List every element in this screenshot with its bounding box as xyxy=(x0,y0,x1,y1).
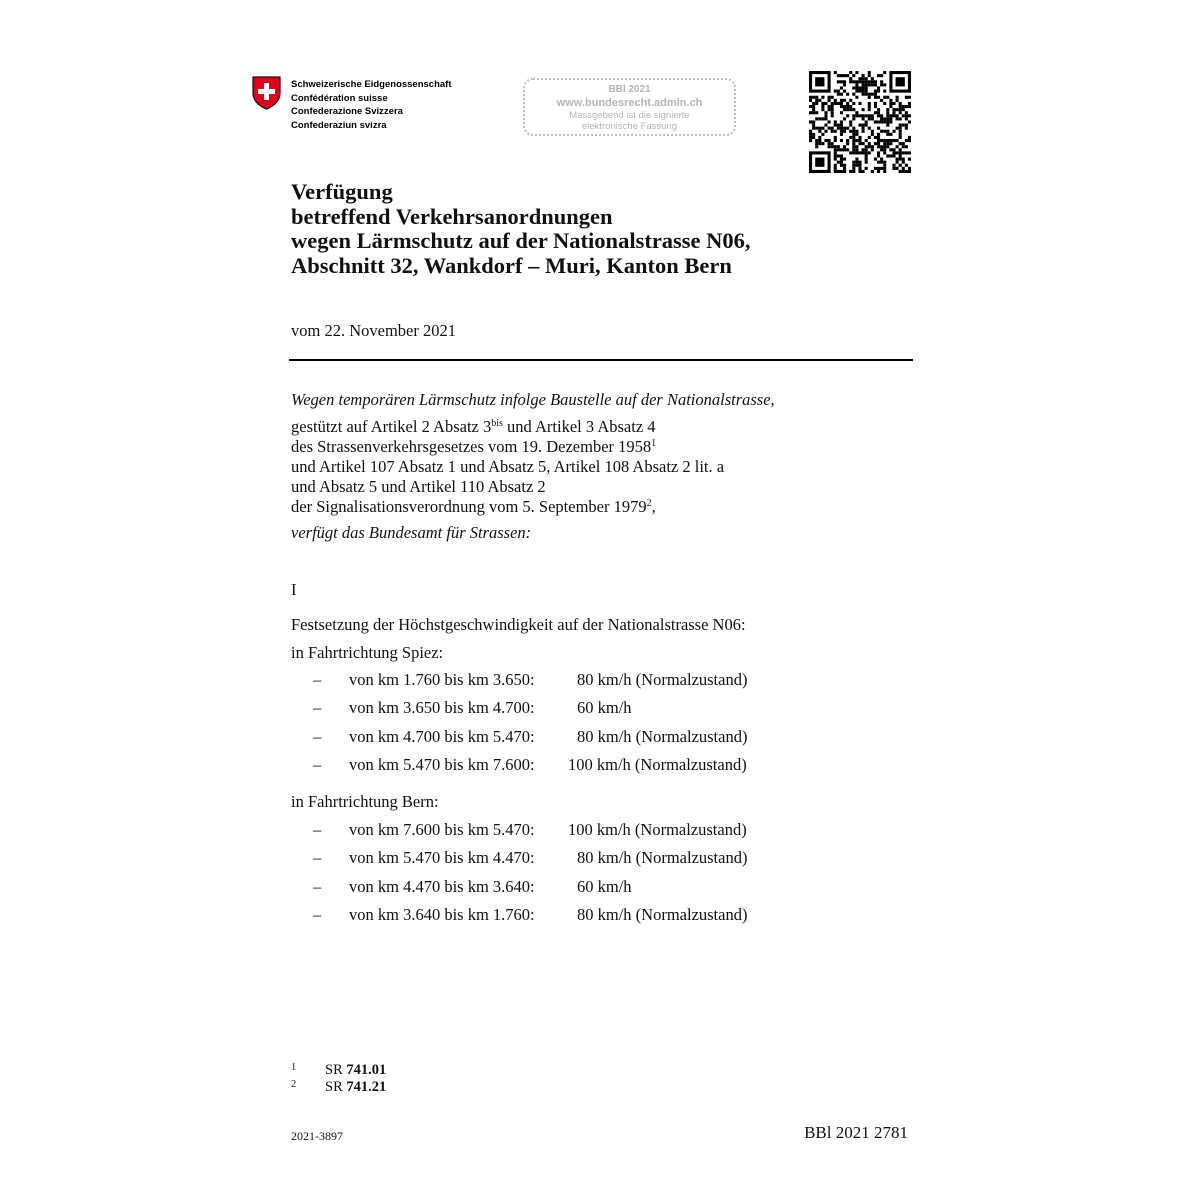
sr-reference-link[interactable]: 741.21 xyxy=(346,1079,387,1095)
confederation-line: Confédération suisse xyxy=(291,92,388,104)
swiss-coat-of-arms xyxy=(252,76,281,115)
footnote-text xyxy=(325,1062,386,1079)
document-id: 2021-3897 xyxy=(291,1129,343,1143)
list-dash: – xyxy=(313,876,322,896)
list-dash: – xyxy=(313,848,322,868)
list-dash: – xyxy=(313,726,322,746)
stamp-url[interactable]: www.bundesrecht.admin.ch xyxy=(556,97,703,109)
preamble-text: des Strassenverkehrsgesetzes vom 19. Dezember 1958 xyxy=(291,437,652,456)
speed-limit: 80 km/h (Normalzustand) xyxy=(577,670,748,689)
km-range: von km 3.650 bis km 4.700: xyxy=(349,698,535,718)
swiss-shield-icon xyxy=(252,76,281,110)
qr-code-icon xyxy=(809,71,911,173)
preamble-line xyxy=(291,417,775,437)
list-dash: – xyxy=(313,670,322,689)
footnote-ref[interactable]: 2 xyxy=(646,498,652,509)
km-range: von km 1.760 bis km 3.650: xyxy=(349,670,535,689)
document-date: vom 22. November 2021 xyxy=(291,321,456,340)
km-range: von km 5.470 bis km 4.470: xyxy=(349,848,535,868)
section-number: I xyxy=(291,580,297,599)
stamp-line: elektronische Fassung xyxy=(581,121,678,132)
km-range: von km 4.470 bis km 3.640: xyxy=(349,876,535,896)
speed-limit: 100 km/h (Normalzustand) xyxy=(568,754,747,774)
speed-limit: 100 km/h (Normalzustand) xyxy=(568,820,747,839)
footnote-number: 2 xyxy=(291,1079,297,1090)
speed-limit: 80 km/h (Normalzustand) xyxy=(577,904,748,924)
preamble xyxy=(291,390,775,543)
km-range: von km 3.640 bis km 1.760: xyxy=(349,904,535,924)
footnote-number: 1 xyxy=(291,1062,297,1073)
stamp-line: BBl 2021 xyxy=(608,84,651,95)
confederation-line: Confederaziun svizra xyxy=(291,119,387,131)
km-range: von km 7.600 bis km 5.470: xyxy=(349,820,535,839)
preamble-line xyxy=(291,437,775,457)
km-range: von km 5.470 bis km 7.600: xyxy=(349,754,535,774)
section-heading: Festsetzung der Höchstgeschwindigkeit auf der Nationalstrasse N06: xyxy=(291,615,746,634)
document-title xyxy=(291,180,751,278)
list-dash: – xyxy=(313,698,322,718)
sr-reference-link[interactable]: 741.01 xyxy=(346,1062,387,1078)
direction-spiez-label: in Fahrtrichtung Spiez: xyxy=(291,643,444,662)
speed-limit: 80 km/h (Normalzustand) xyxy=(577,726,748,746)
preamble-text: , xyxy=(651,497,656,516)
preamble-intro: Wegen temporären Lärmschutz infolge Baustelle auf der Nationalstrasse, xyxy=(291,390,775,409)
title-line: Verfügung xyxy=(291,179,393,204)
confederation-line: Schweizerische Eidgenossenschaft xyxy=(291,79,452,90)
qr-code xyxy=(809,71,911,178)
confederation-names xyxy=(291,78,452,132)
preamble-decision: verfügt das Bundesamt für Strassen: xyxy=(291,523,532,542)
speed-limit: 80 km/h (Normalzustand) xyxy=(577,848,748,868)
preamble-line: und Artikel 107 Absatz 1 und Absatz 5, Artikel 108 Absatz 2 lit. a xyxy=(291,457,725,476)
title-line: Abschnitt 32, Wankdorf – Muri, Kanton Bern xyxy=(291,252,732,278)
superscript: bis xyxy=(491,418,503,429)
footnote-text xyxy=(325,1079,386,1096)
list-dash: – xyxy=(313,820,322,839)
title-line: wegen Lärmschutz auf der Nationalstrasse N06, xyxy=(291,228,751,253)
list-dash: – xyxy=(313,754,322,774)
publication-stamp xyxy=(523,78,736,136)
divider xyxy=(289,359,913,361)
footnote-prefix: SR xyxy=(325,1079,347,1095)
stamp-line: Massgebend ist die signierte xyxy=(569,110,690,121)
bbl-reference: BBl 2021 2781 xyxy=(804,1123,908,1142)
km-range: von km 4.700 bis km 5.470: xyxy=(349,726,535,746)
footnote-prefix: SR xyxy=(325,1062,347,1078)
direction-bern-label: in Fahrtrichtung Bern: xyxy=(291,792,439,811)
speed-limit: 60 km/h xyxy=(577,876,632,896)
footnote-ref[interactable]: 1 xyxy=(651,438,657,449)
preamble-line xyxy=(291,497,775,517)
preamble-text: und Artikel 3 Absatz 4 xyxy=(502,417,656,436)
title-line: betreffend Verkehrsanordnungen xyxy=(291,203,613,229)
list-dash: – xyxy=(313,904,322,924)
preamble-line: und Absatz 5 und Artikel 110 Absatz 2 xyxy=(291,477,546,496)
preamble-text: der Signalisationsverordnung vom 5. September 1979 xyxy=(291,497,647,516)
preamble-text: gestützt auf Artikel 2 Absatz 3 xyxy=(291,417,492,436)
confederation-line: Confederazione Svizzera xyxy=(291,106,403,117)
speed-limit: 60 km/h xyxy=(577,698,632,718)
